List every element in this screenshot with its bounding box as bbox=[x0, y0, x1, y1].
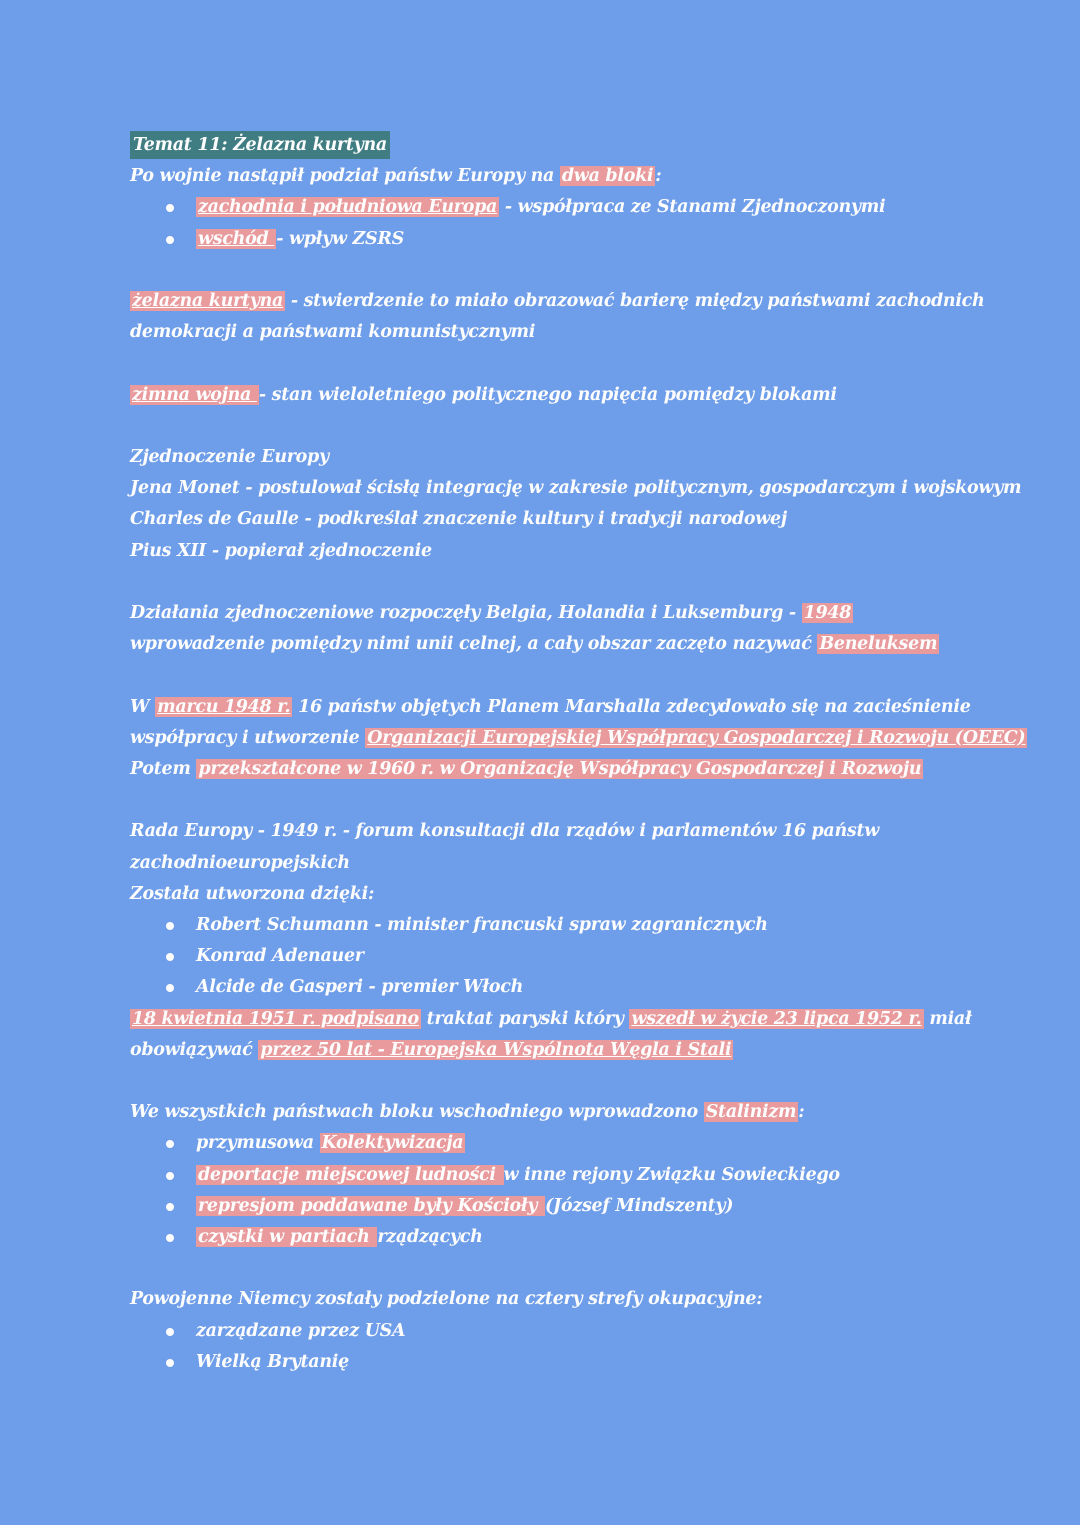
bullet-icon bbox=[166, 984, 174, 992]
list-item: czystki w partiach rządzących bbox=[130, 1222, 950, 1253]
bullet-icon bbox=[166, 1140, 174, 1148]
highlight: Stalinizm bbox=[705, 1102, 797, 1123]
highlight: 1948 bbox=[803, 602, 852, 623]
list-item: deportacje miejscowej ludności w inne rejony Związku Sowieckiego bbox=[130, 1160, 950, 1191]
list-item: Robert Schumann - minister francuski spraw zagranicznych bbox=[130, 910, 950, 941]
highlight: wschód bbox=[198, 228, 275, 249]
highlight: żelazna kurtyna bbox=[132, 291, 284, 311]
germany-line: Powojenne Niemcy zostały podzielone na cztery strefy okupacyjne: bbox=[130, 1289, 763, 1310]
bullet-icon bbox=[166, 953, 174, 961]
bullet-icon bbox=[166, 1172, 174, 1180]
bloc-list bbox=[130, 192, 950, 254]
highlight: zachodnia i południowa Europa bbox=[198, 197, 498, 218]
list-item: wschód - wpływ ZSRS bbox=[130, 224, 950, 255]
highlight: przez 50 lat - Europejska Wspólnota Węgla i Stali bbox=[260, 1039, 732, 1060]
list-item: Alcide de Gasperi - premier Włoch bbox=[130, 972, 950, 1003]
highlight: dwa bloki bbox=[561, 166, 654, 187]
bullet-icon bbox=[166, 922, 174, 930]
page-title: Temat 11: Żelazna kurtyna bbox=[130, 131, 390, 159]
section-heading: Zjednoczenie Europy bbox=[130, 446, 329, 467]
highlight: marcu 1948 r. bbox=[157, 696, 291, 717]
list-item: represjom poddawane były Kościoły (József Mindszenty) bbox=[130, 1191, 950, 1222]
oeec-line: W marcu 1948 r. 16 państw objętych Planem Marshalla zdecydowało się na zacieśnienie bbox=[130, 696, 971, 717]
highlight: deportacje miejscowej ludności bbox=[198, 1164, 502, 1185]
list-item: Wielką Brytanię bbox=[130, 1347, 950, 1378]
cold-war-line: zimna wojna - stan wieloletniego politycznego napięcia pomiędzy blokami bbox=[132, 384, 837, 405]
stalinism-list bbox=[130, 1128, 950, 1253]
bullet-icon bbox=[166, 1203, 174, 1211]
germany-list bbox=[130, 1316, 950, 1378]
highlight: wszedł w życie 23 lipca 1952 r. bbox=[631, 1008, 922, 1029]
highlight: represjom poddawane były Kościoły bbox=[198, 1195, 544, 1216]
list-item: zarządzane przez USA bbox=[130, 1316, 950, 1347]
stalinism-line: We wszystkich państwach bloku wschodniego wprowadzono Stalinizm : bbox=[130, 1102, 805, 1123]
bullet-icon bbox=[166, 236, 174, 244]
list-item: przymusowa Kolektywizacja bbox=[130, 1128, 950, 1159]
title-line bbox=[130, 130, 950, 161]
highlight: przekształcone w 1960 r. w Organizację Współpracy Gospodarczej i Rozwoju bbox=[198, 758, 922, 779]
list-item: Konrad Adenauer bbox=[130, 941, 950, 972]
note-content: Temat 11: Żelazna kurtyna Po wojnie nastąpił podział państw Europy na dwa bloki : zachodnia i południowa Europa - współpraca ze Stanami Zjednoczonymi wschód - wpływ ZSRS żelazna kurtyna - stwierdzenie to miało obrazować barierę między państwami zachodnich demokracji a państwami komunistycznymi zimna wojna - stan wieloletniego politycznego napięcia pomiędzy blokami Zjednoczenie Europy Jena Monet - postulował ścisłą integrację w zakresie politycznym, gospodarczym i wojskowym Charles de Gaulle - podkreślał znaczenie kultury i tradycji narodowej Pius XII - popierał zjednoczenie Działania zjednoczeniowe rozpoczęły Belgia, Holandia i Luksemburg - 1948 wprowadzenie pomiędzy nimi unii celnej, a cały obszar zaczęto nazywać Beneluksem W marcu 1948 r. 16 państw objętych Planem Marshalla zdecydowało się na zacieśnienie współpracy i utworzenie Organizacji Europejskiej Współpracy Gospodarczej i Rozwoju (OEEC) Potem przekształcone w 1960 r. w Organizację Współpracy Gospodarczej i Rozwoju Rada Europy - 1949 r. - forum konsultacji dla rządów i parlamentów 16 państw zachodnioeuropejskich Została utworzona dzięki: Robert Schumann - minister francuski spraw zagranicznych Konrad Adenauer Alcide de Gasperi - premier Włoch 18 kwietnia 1951 r. podpisano traktat paryski który wszedł w życie 23 lipca 1952 r. miał obowiązywać przez 50 lat - Europejska Wspólnota Węgla i Stali We wszystkich państwach bloku wschodniego wprowadzono Stalinizm : przymusowa Kolektywizacja deportacje miejscowej ludności w inne rejony Związku Sowieckiego represjom poddawane były Kościoły (József Mindszenty) czystki w partiach rządzących Powojenne Niemcy zostały podzielone na cztery strefy okupacyjne: zarządzane przez USA Wielką Brytanię bbox=[130, 130, 950, 1378]
bullet-icon bbox=[166, 204, 174, 212]
list-item: zachodnia i południowa Europa - współpraca ze Stanami Zjednoczonymi bbox=[130, 192, 950, 223]
highlight: czystki w partiach bbox=[198, 1227, 376, 1247]
bullet-icon bbox=[166, 1328, 174, 1336]
highlight: Organizacji Europejskiej Współpracy Gospodarczej i Rozwoju (OEEC) bbox=[367, 727, 1026, 748]
bullet-icon bbox=[166, 1359, 174, 1367]
highlight: Kolektywizacja bbox=[321, 1133, 464, 1154]
ecsc-line: 18 kwietnia 1951 r. podpisano traktat paryski który wszedł w życie 23 lipca 1952 r. miał bbox=[132, 1008, 972, 1029]
highlight: 18 kwietnia 1951 r. podpisano bbox=[132, 1008, 419, 1029]
highlight: zimna wojna bbox=[132, 384, 257, 405]
bullet-icon bbox=[166, 1234, 174, 1242]
council-line: Rada Europy - 1949 r. - forum konsultacji dla rządów i parlamentów 16 państw bbox=[130, 821, 879, 842]
people-list bbox=[130, 910, 950, 1004]
iron-curtain-line: żelazna kurtyna - stwierdzenie to miało obrazować barierę między państwami zachodnich bbox=[132, 291, 985, 311]
highlight: Beneluksem bbox=[819, 634, 938, 655]
intro-line: Po wojnie nastąpił podział państw Europy na dwa bloki : bbox=[130, 166, 662, 187]
benelux-line: Działania zjednoczeniowe rozpoczęły Belgia, Holandia i Luksemburg - 1948 bbox=[130, 602, 852, 623]
